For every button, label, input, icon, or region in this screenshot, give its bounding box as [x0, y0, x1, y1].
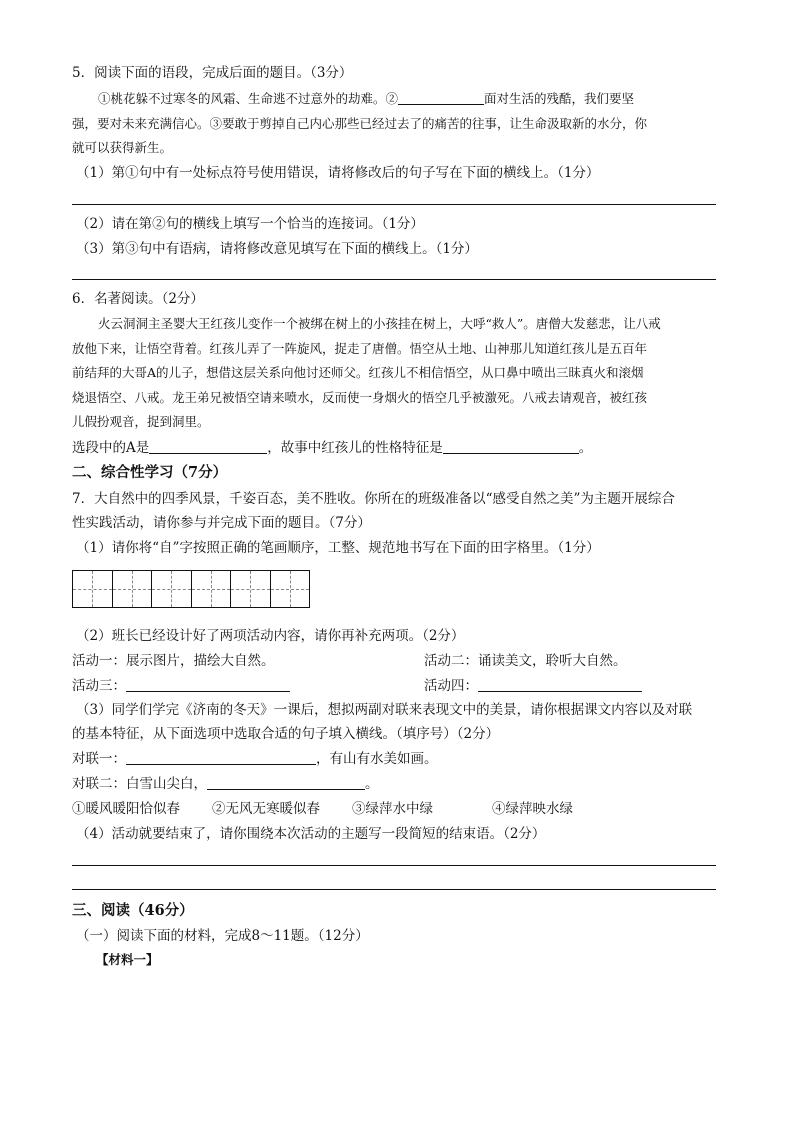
couplet-2-blank[interactable]	[207, 776, 365, 790]
q7-sub-3-line-2: 的基本特征，从下面选项中选取合适的句子填入横线。（填序号）（2分）	[72, 726, 500, 742]
q6-fill-label-a: 选段中的A是	[72, 440, 150, 456]
option-3: ③绿萍水中绿	[352, 801, 433, 817]
q5-passage-part-a: ①桃花躲不过寒冬的风霜、生命逃不过意外的劫难。②	[98, 91, 399, 106]
q5-answer-line-1[interactable]	[72, 204, 716, 205]
q6-answer-trait-blank[interactable]	[443, 440, 579, 454]
q5-title: 5．阅读下面的语段，完成后面的题目。（3分）	[72, 65, 353, 81]
activity-4-group	[424, 677, 642, 695]
couplet-2-end: 。	[365, 776, 379, 792]
activity-3-blank[interactable]	[126, 678, 290, 692]
grid-cell[interactable]	[231, 571, 271, 607]
activity-row-2	[72, 677, 722, 695]
q5-connector-blank[interactable]	[398, 91, 484, 105]
section-2-heading: 二、综合性学习（7分）	[72, 464, 228, 481]
q6-passage-line-4: 烧退悟空、八戒。龙王弟兄被悟空请来喷水，反而使一身烟火的悟空几乎被激死。八戒去请观音，被红孩	[72, 390, 648, 405]
option-4: ④绿萍映水绿	[492, 801, 573, 817]
q7-sub-4: （4）活动就要结束了，请你围绕本次活动的主题写一段简短的结束语。（2分）	[76, 826, 546, 842]
material-one-label: 【材料一】	[96, 952, 159, 967]
couplet-1-blank[interactable]	[126, 751, 316, 765]
q6-title: 6．名著阅读。（2分）	[72, 291, 204, 307]
grid-cell[interactable]	[192, 571, 232, 607]
q5-passage-part-b: 面对生活的残酷，我们要坚	[484, 91, 635, 106]
q5-answer-line-3[interactable]	[72, 279, 716, 280]
tianzi-writing-grid[interactable]	[72, 570, 310, 608]
section-3-heading: 三、阅读（46分）	[72, 902, 194, 919]
grid-cell[interactable]	[152, 571, 192, 607]
grid-cell[interactable]	[73, 571, 113, 607]
couplet-2	[72, 775, 722, 793]
q6-passage-line-2: 放他下来，让悟空背着。红孩儿弄了一阵旋风，捉走了唐僧。悟空从土地、山神那儿知道红孩儿是五百年	[72, 341, 648, 356]
q6-passage-line-5: 儿假扮观音，捉到洞里。	[72, 414, 210, 429]
option-1: ①暖风暖阳恰似春	[72, 801, 180, 817]
q5-passage-line-3: 就可以获得新生。	[72, 140, 173, 155]
q5-sub-3: （3）第③句中有语病，请将修改意见填写在下面的横线上。（1分）	[76, 241, 478, 257]
couplet-1	[72, 750, 722, 768]
activity-3-label: 活动三：	[72, 678, 126, 694]
q6-answer-a-blank[interactable]	[149, 440, 267, 454]
section-3-sub: （一）阅读下面的材料，完成8～11题。（12分）	[76, 928, 369, 944]
q7-sub-1: （1）请你将“自”字按照正确的笔画顺序，工整、规范地书写在下面的田字格里。（1分）	[76, 540, 600, 556]
grid-cell[interactable]	[113, 571, 153, 607]
q6-fill-label-c: 。	[578, 440, 593, 456]
q6-fill-line	[72, 439, 722, 457]
grid-cell[interactable]	[271, 571, 310, 607]
closing-answer-line-2[interactable]	[72, 889, 716, 890]
activity-row-1	[72, 652, 722, 670]
q5-passage-line-1	[98, 90, 748, 108]
q7-sub-2: （2）班长已经设计好了两项活动内容，请你再补充两项。（2分）	[76, 628, 465, 644]
q7-sub-3-line-1: （3）同学们学完《济南的冬天》一课后，想拟两副对联来表现文中的美景，请你根据课文内容以及对联	[76, 702, 693, 718]
q6-passage-line-3: 前结拜的大哥A的儿子，想借这层关系向他讨还师父。红孩儿不相信悟空，从口鼻中喷出三昧真火和滚烟	[72, 365, 644, 380]
activity-4-label: 活动四：	[424, 678, 478, 694]
q5-sub-2: （2）请在第②句的横线上填写一个恰当的连接词。（1分）	[76, 216, 424, 232]
activity-4-blank[interactable]	[478, 678, 642, 692]
q5-sub-1: （1）第①句中有一处标点符号使用错误，请将修改后的句子写在下面的横线上。（1分）	[76, 165, 600, 181]
couplet-2-label: 对联二：白雪山尖白，	[72, 776, 207, 792]
q7-intro-line-2: 性实践活动，请你参与并完成下面的题目。（7分）	[72, 515, 371, 531]
option-2: ②无风无寒暖似春	[212, 801, 320, 817]
closing-answer-line-1[interactable]	[72, 865, 716, 866]
activity-2: 活动二：诵读美文，聆听大自然。	[424, 653, 627, 669]
couplet-1-text: ，有山有水美如画。	[316, 751, 438, 767]
q5-passage-line-2: 强，要对未来充满信心。③要敢于剪掉自己内心那些已经过去了的痛苦的往事，让生命汲取新的水分，你	[72, 116, 648, 131]
activity-1: 活动一：展示图片，描绘大自然。	[72, 653, 275, 669]
q6-passage-line-1: 火云洞洞主圣婴大王红孩儿变作一个被绑在树上的小孩挂在树上，大呼“救人”。唐僧大发慈悲，让八戒	[98, 316, 661, 331]
q6-fill-label-b: ，故事中红孩儿的性格特征是	[267, 440, 443, 456]
couplet-1-label: 对联一：	[72, 751, 126, 767]
q7-intro-line-1: 7．大自然中的四季风景，千姿百态，美不胜收。你所在的班级准备以“感受自然之美”为主题开展综合	[72, 491, 675, 507]
